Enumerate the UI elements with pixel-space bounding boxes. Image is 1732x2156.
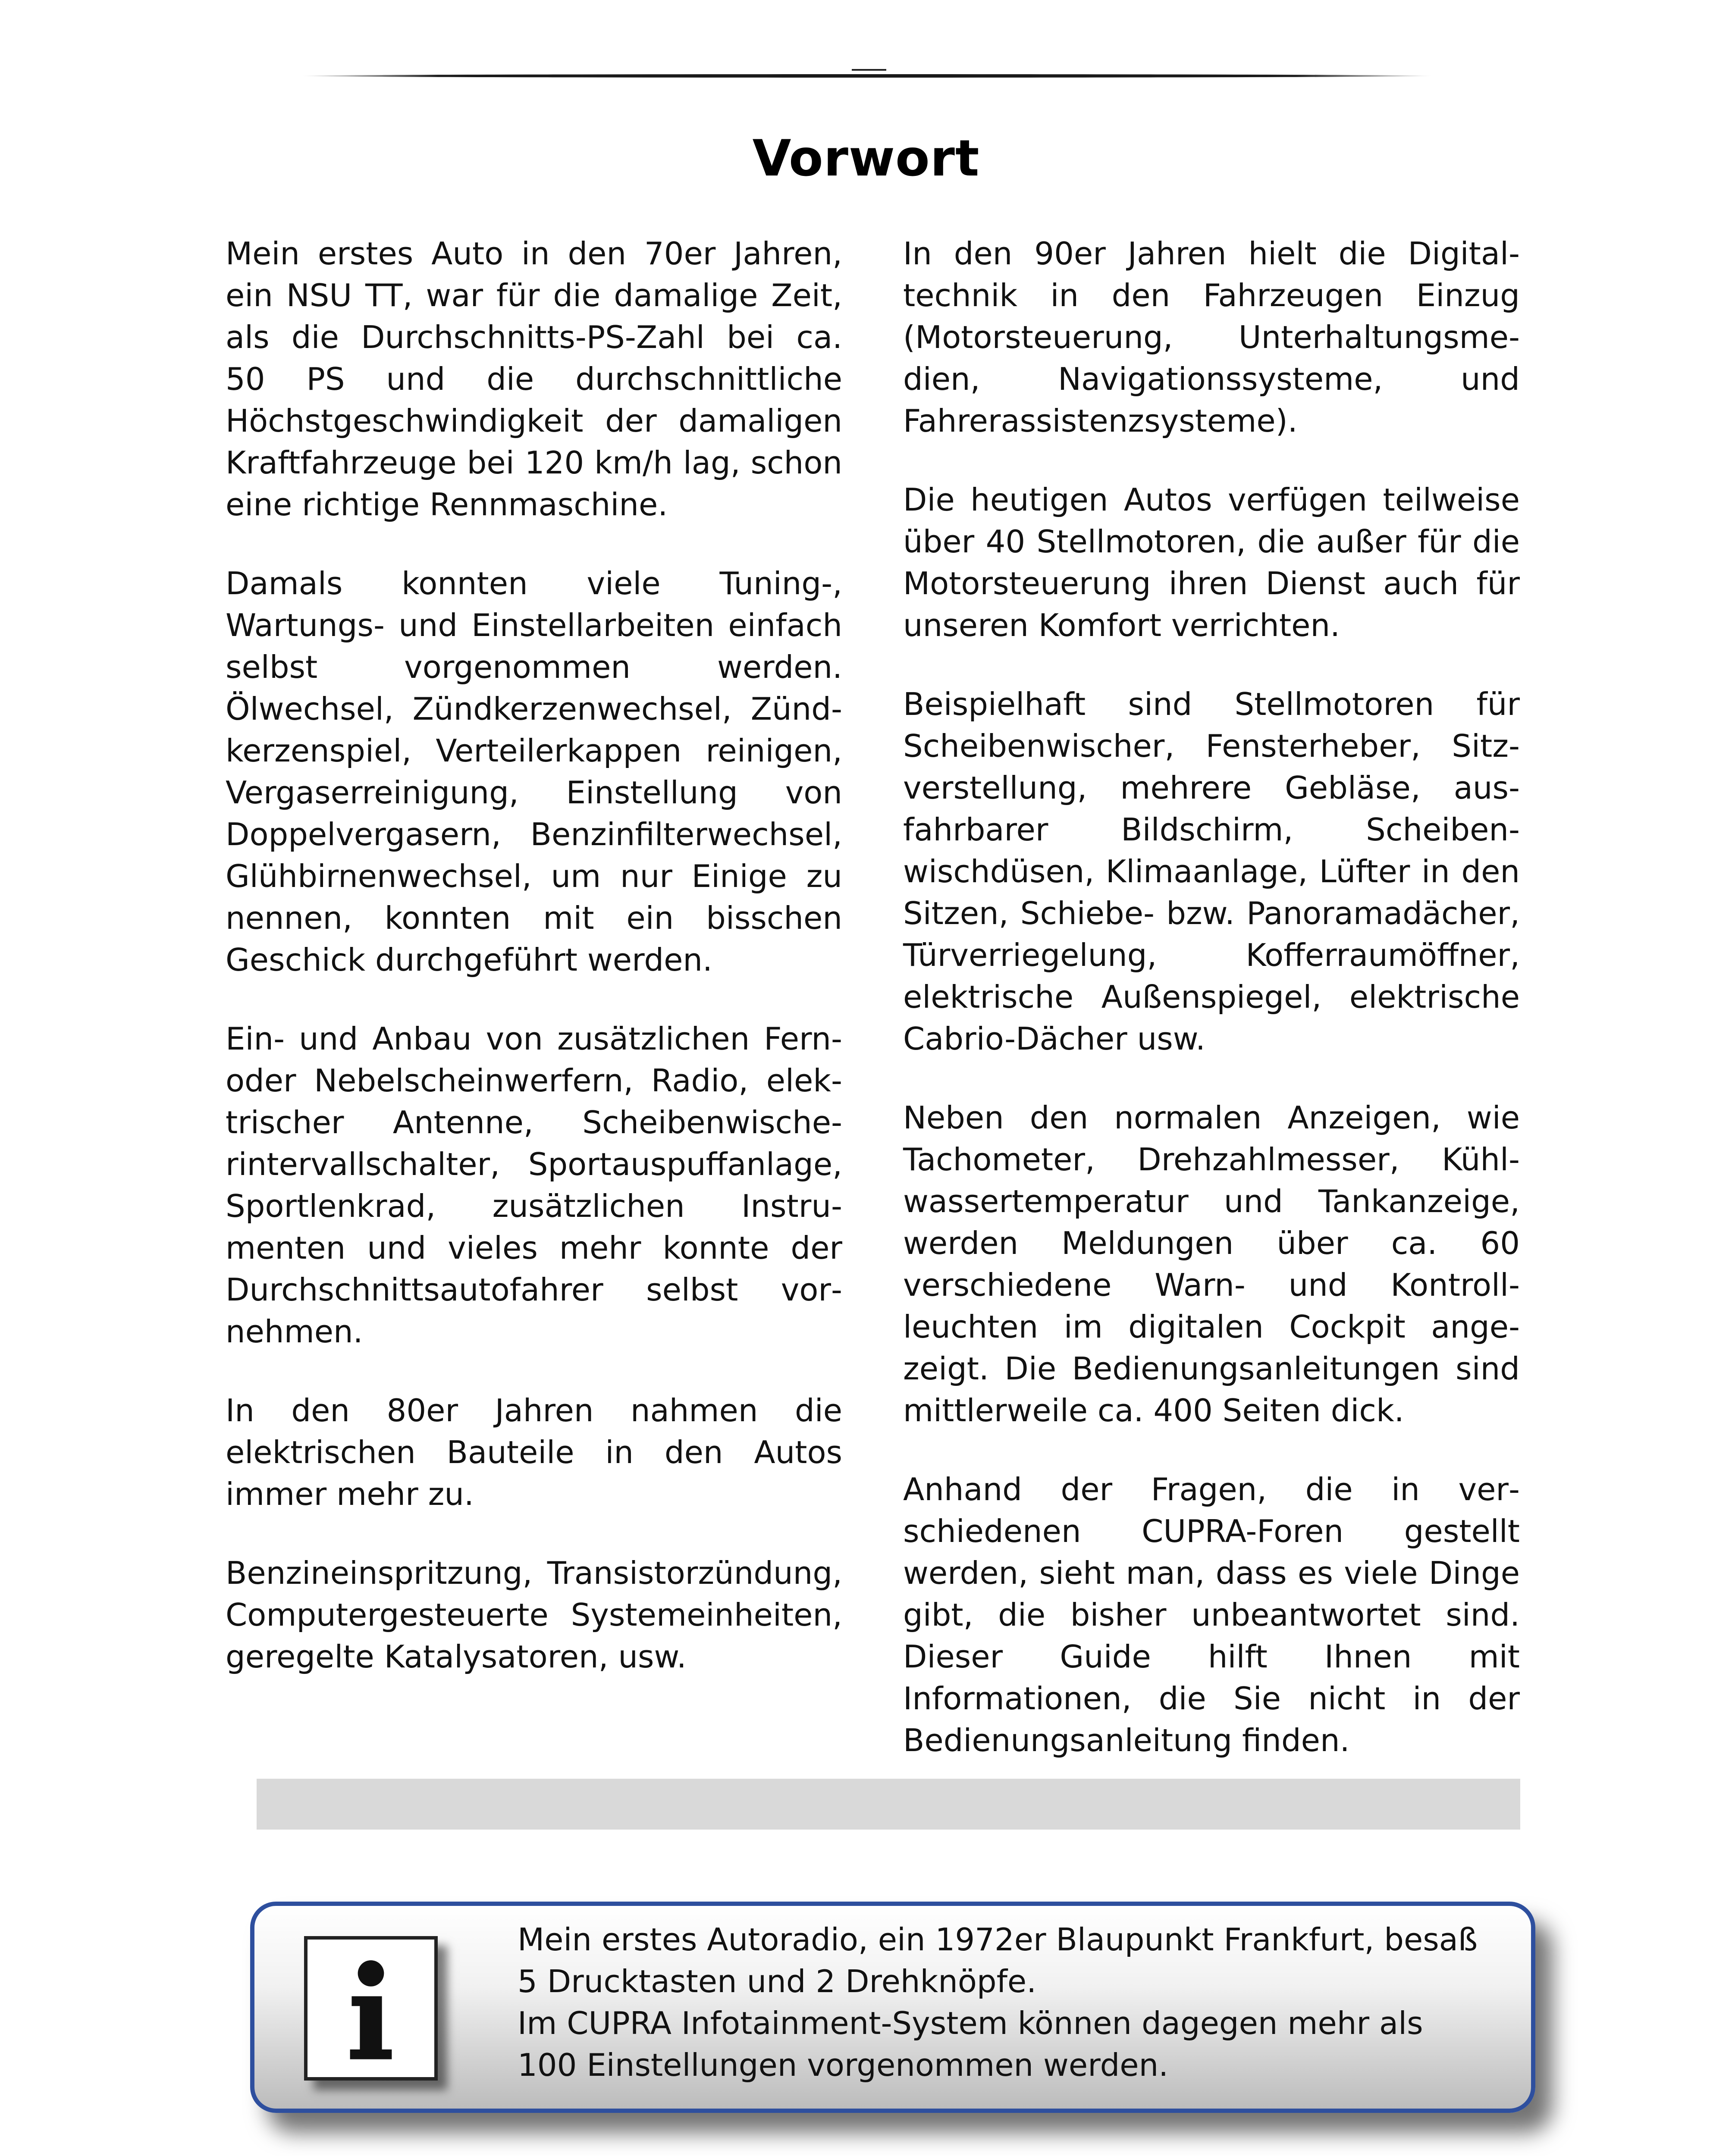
info-line-3: Im CUPRA Infotainment-System können dagegen mehr als xyxy=(518,2005,1423,2041)
left-paragraph-5: Benzineinspritzung, Transistorzündung, Computergesteuerte Systemeinheiten, geregelte Katalysatoren, usw. xyxy=(226,1555,842,1675)
right-paragraph-4: Neben den normalen Anzeigen, wie Tachometer, Drehzahlmesser, Kühlwassertemperatur und Tankanzeige, werden Meldungen über ca. 60 verschiedene Warn- und Kontrollleuchten im digitalen Cockpit angezeigt. Die Bedienungsanleitungen sind mittlerweile ca. 400 Seiten dick. xyxy=(903,1100,1520,1429)
right-column xyxy=(903,233,1520,1799)
right-paragraph-5: Anhand der Fragen, die in verschiedenen CUPRA-Foren gestellt werden, sieht man, dass es viele Dinge gibt, die bisher unbeantwortet sind. Dieser Guide hilft Ihnen mit Informationen, die Sie nicht in der Bedienungsanleitung finden. xyxy=(903,1471,1520,1758)
top-rule xyxy=(302,74,1432,78)
info-line-2: 5 Drucktasten und 2 Drehknöpfe. xyxy=(518,1963,1037,1999)
info-line-1: Mein erstes Autoradio, ein 1972er Blaupunkt Frankfurt, besaß xyxy=(518,1921,1478,1958)
left-paragraph-4: In den 80er Jahren nahmen die elektrischen Bauteile in den Autos immer mehr zu. xyxy=(226,1392,842,1512)
left-paragraph-1: Mein erstes Auto in den 70er Jahren, ein NSU TT, war für die damalige Zeit, als die Durchschnitts-PS-Zahl bei ca. 50 PS und die durchschnittliche Höchstgeschwindigkeit der damaligen Kraftfahrzeuge bei 120 km/h lag, schon eine richtige Rennmaschine. xyxy=(226,235,842,523)
left-paragraph-3: Ein- und Anbau von zusätzlichen Fern- oder Nebelscheinwerfern, Radio, elektrischer Antenne, Scheibenwischerintervallschalter, Sportauspuffanlage, Sportlenkrad, zusätzlichen Instrumenten und vieles mehr konnte der Durchschnittsautofahrer selbst vornehmen. xyxy=(226,1021,842,1350)
info-icon xyxy=(304,1936,438,2081)
page-title: Vorwort xyxy=(752,129,980,188)
info-box xyxy=(250,1902,1535,2113)
right-paragraph-2: Die heutigen Autos verfügen teilweise über 40 Stellmotoren, die außer für die Motorsteuerung ihren Dienst auch für unseren Komfort verrichten. xyxy=(903,482,1520,643)
separator-bar xyxy=(257,1779,1520,1830)
left-column xyxy=(226,233,842,1715)
right-paragraph-3: Beispielhaft sind Stellmotoren für Scheibenwischer, Fensterheber, Sitzverstellung, mehrere Gebläse, ausfahrbarer Bildschirm, Scheibenwischdüsen, Klimaanlage, Lüfter in den Sitzen, Schiebe- bzw. Panoramadächer, Türverriegelung, Kofferraumöffner, elektrische Außenspiegel, elektrische Cabrio-Dächer usw. xyxy=(903,686,1520,1057)
left-paragraph-2: Damals konnten viele Tuning-, Wartungs- und Einstellarbeiten einfach selbst vorgenommen werden. Ölwechsel, Zündkerzenwechsel, Zündkerzenspiel, Verteilerkappen reinigen, Vergaserreinigung, Einstellung von Doppelvergasern, Benzinfilterwechsel, Glühbirnenwechsel, um nur Einige zu nennen, konnten mit ein bisschen Geschick durchgeführt werden. xyxy=(226,565,842,978)
top-rule-mark xyxy=(852,69,886,71)
right-paragraph-1: In den 90er Jahren hielt die Digitaltechnik in den Fahrzeugen Einzug (Motorsteuerung, Unterhaltungsmedien, Navigationssysteme, und Fahrerassistenzsysteme). xyxy=(903,235,1520,439)
info-line-4: 100 Einstellungen vorgenommen werden. xyxy=(518,2047,1169,2083)
info-text xyxy=(518,1919,1501,2086)
